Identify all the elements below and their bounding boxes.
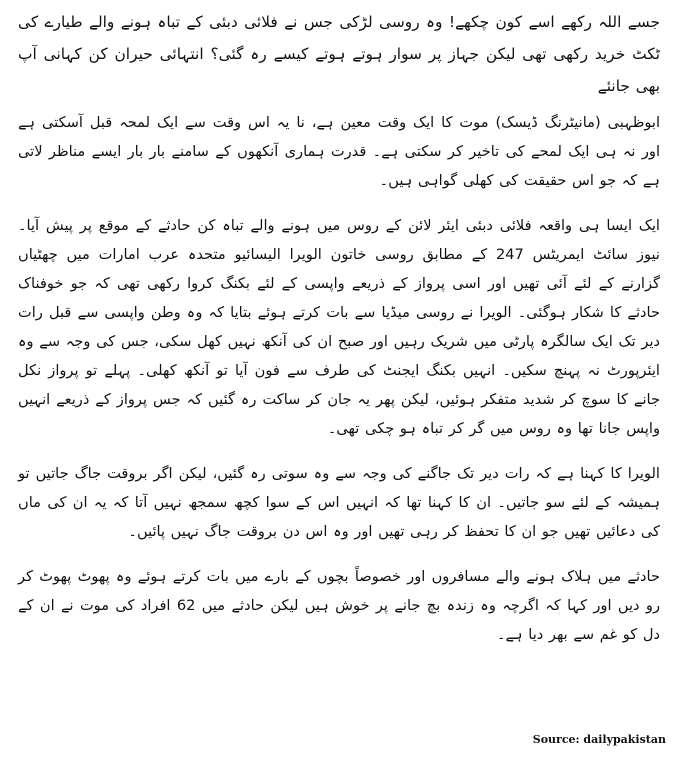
article-paragraph: حادثے میں ہلاک ہونے والے مسافروں اور خصوصاً بچوں کے بارے میں بات کرتے ہوئے وہ پھوٹ پھوٹ کر رو دیں اور کہا کہ اگرچہ وہ زندہ بچ جانے پر خوش ہیں لیکن حادثے میں 62 افراد کی موت نے ان کے دل کو غم سے بھر دیا ہے۔ <box>18 568 661 643</box>
paragraph-spacer <box>18 546 660 562</box>
paragraph-spacer <box>18 195 660 211</box>
article-paragraph: ابوظہبی (مانیٹرنگ ڈیسک) موت کا ایک وقت معین ہے، نا یہ اس وقت سے ایک لمحہ قبل آسکتی ہے اور نہ ہی ایک لمحے کی تاخیر کر سکتی ہے۔ قدرت ہماری آنکھوں کے سامنے بار بار ایسے مناظر لاتی ہے کہ جو اس حقیقت کی کھلی گواہی ہیں۔ <box>18 114 660 189</box>
source-credit: Source: dailypakistan <box>532 733 666 746</box>
paragraph-spacer <box>18 443 660 459</box>
article-paragraph: ایک ایسا ہی واقعہ فلائی دبئی ایئر لائن کے روس میں ہونے والے تباہ کن حادثے کے موقع پر پیش آیا۔ نیوز سائٹ ایمریٹس 247 کے مطابق روسی خاتون الویرا الیسائیو متحدہ عرب امارات میں چھٹیاں گزارنے کے لئے آئی تھیں اور اسی پرواز کے ذریعے واپسی کے لئے بکنگ کروا رکھی تھی کہ جو خوفناک حادثے کا شکار ہوگئی۔ الویرا نے روسی میڈیا سے بات کرتے ہوئے بتایا کہ وہ وطن واپسی سے قبل رات دیر تک ایک سالگرہ پارٹی میں شریک رہیں اور صبح ان کی آنکھ نہیں کھل سکی، جس کی وجہ سے وہ ایئرپورٹ نہ پہنچ سکیں۔ انہیں بکنگ ایجنٹ کی طرف سے فون آیا تو آنکھ کھلی۔ پہلے تو پرواز نکل جانے کا سوچ کر شدید متفکر ہوئیں، لیکن پھر یہ جان کر ساکت رہ گئیں کہ جس پرواز کے ذریعے انہیں واپس جانا تھا وہ روس میں گر کر تباہ ہو چکی تھی۔ <box>18 217 660 437</box>
article-paragraph: الویرا کا کہنا ہے کہ رات دیر تک جاگنے کی وجہ سے وہ سوتی رہ گئیں، لیکن اگر بروقت جاگ جاتیں تو ہمیشہ کے لئے سو جاتیں۔ ان کا کہنا تھا کہ انہیں اس کے سوا کچھ سمجھ نہیں آتا کہ یہ ان کی ماں کی دعائیں تھیں جو ان کا تحفظ کر رہی تھیں اور وہ اس دن بروقت جاگ نہیں پائیں۔ <box>18 465 660 540</box>
article-headline-paragraph: جسے اللہ رکھے اسے کون چکھے! وہ روسی لڑکی جس نے فلائی دبئی کے تباہ ہونے والے طیارے کی ٹکٹ خرید رکھی تھی لیکن جہاز پر سوار ہوتے ہوتے کیسے رہ گئی؟ انتہائی حیران کن کہانی آپ بھی جانئے <box>18 13 660 95</box>
article-body <box>18 6 660 649</box>
